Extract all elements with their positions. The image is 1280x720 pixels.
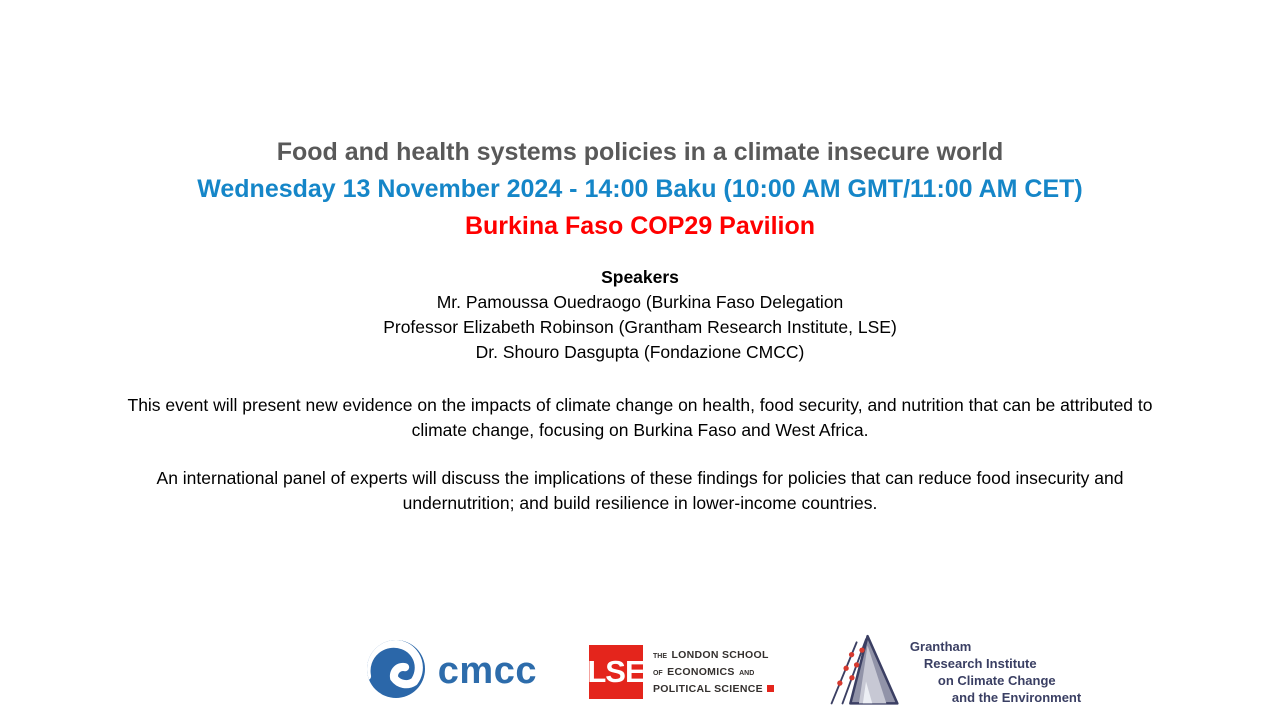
speaker-item: Dr. Shouro Dasgupta (Fondazione CMCC) (475, 342, 805, 362)
speaker-item: Professor Elizabeth Robinson (Grantham Research Institute, LSE) (383, 317, 897, 337)
speaker-item: Mr. Pamoussa Ouedraogo (Burkina Faso Delegation (436, 292, 844, 312)
grantham-mountain-icon (826, 633, 906, 710)
event-title: Food and health systems policies in a climate insecure world (276, 138, 1004, 166)
lse-wordmark: THE LONDON SCHOOL OF ECONOMICS AND POLITICAL SCIENCE (653, 647, 774, 696)
lse-red-square-bullet (767, 685, 774, 692)
grantham-logo (826, 633, 1081, 710)
event-datetime: Wednesday 13 November 2024 - 14:00 Baku (10:00 AM GMT/11:00 AM CET) (197, 175, 1083, 203)
event-location: Burkina Faso COP29 Pavilion (464, 212, 816, 240)
partner-logos-row (84, 633, 1280, 710)
cmcc-wave-icon (367, 640, 425, 703)
cmcc-logo (367, 640, 537, 703)
speakers-block (0, 265, 1280, 365)
cmcc-wordmark: cmcc (437, 650, 537, 692)
description-paragraph-2: An international panel of experts will discuss the implications of these findings for policies that can reduce food insecurity and undernutrition; and build resilience in lower-income countries. (156, 468, 1124, 513)
description-paragraph-1: This event will present new evidence on the impacts of climate change on health, food security, and nutrition that can be attributed to climate change, focusing on Burkina Faso and West Africa. (127, 395, 1153, 440)
lse-logo (589, 645, 774, 699)
header-block (0, 134, 1280, 245)
grantham-wordmark: Grantham Research Institute on Climate Change and the Environment (909, 638, 1082, 705)
speakers-heading: Speakers (601, 267, 679, 287)
lse-square-icon: LSE (589, 645, 643, 699)
